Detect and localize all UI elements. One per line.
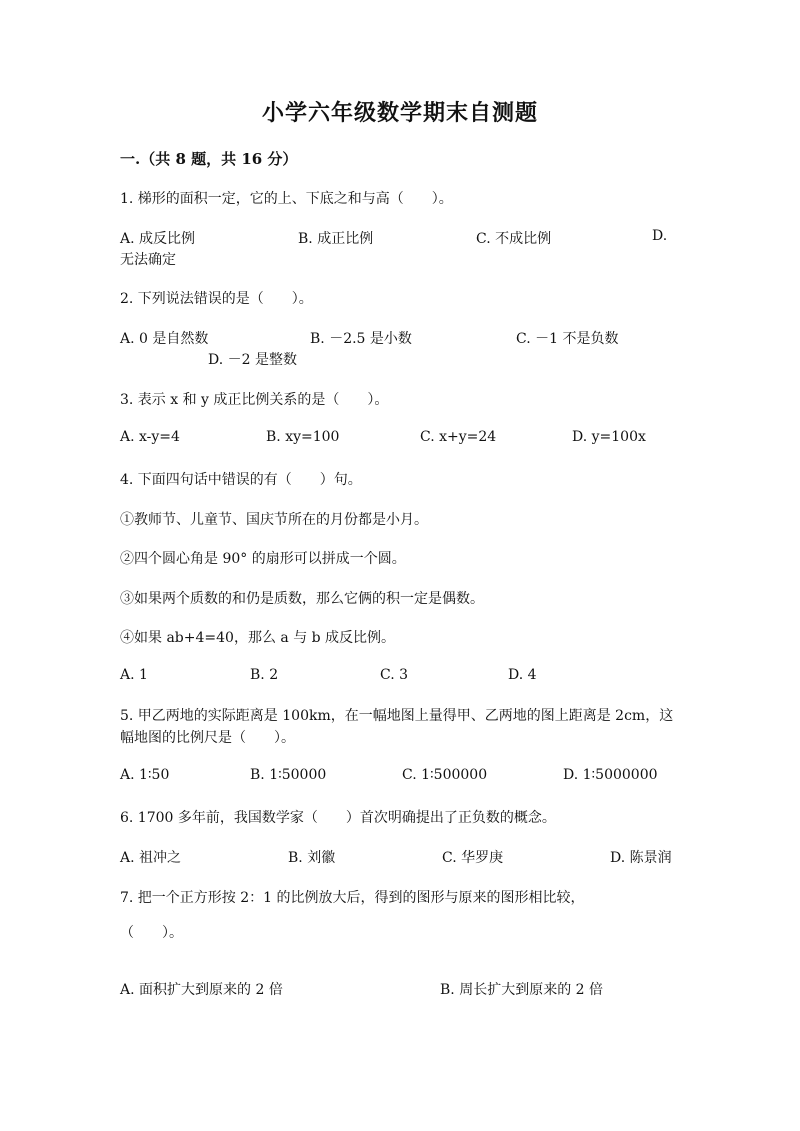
- q3-option-b: B. xy=100: [266, 429, 340, 445]
- q4-option-d: D. 4: [508, 667, 537, 683]
- q2-option-d: D. －2 是整数: [208, 352, 297, 368]
- q4-statement-4: ④如果 ab+4=40，那么 a 与 b 成反比例。: [120, 630, 396, 646]
- q4-statement-1: ①教师节、儿童节、国庆节所在的月份都是小月。: [120, 512, 428, 528]
- question-4-stem: 4. 下面四句话中错误的有（ ）句。: [120, 472, 362, 488]
- q1-option-c: C. 不成比例: [476, 231, 552, 247]
- question-3-stem: 3. 表示 x 和 y 成正比例关系的是（ ）。: [120, 392, 389, 408]
- q7-option-a: A. 面积扩大到原来的 2 倍: [120, 982, 283, 998]
- q3-option-d: D. y=100x: [572, 429, 646, 445]
- q5-option-b: B. 1∶50000: [250, 767, 327, 783]
- q6-option-a: A. 祖冲之: [120, 850, 182, 866]
- q1-option-d-continued: 无法确定: [120, 252, 176, 268]
- q4-option-c: C. 3: [380, 667, 409, 683]
- q2-option-b: B. －2.5 是小数: [310, 331, 412, 347]
- question-1-stem: 1. 梯形的面积一定，它的上、下底之和与高（ ）。: [120, 191, 453, 207]
- q5-option-d: D. 1∶5000000: [563, 767, 658, 783]
- page-title: 小学六年级数学期末自测题: [261, 100, 538, 126]
- q6-option-b: B. 刘徽: [288, 850, 336, 866]
- q2-option-a: A. 0 是自然数: [120, 331, 209, 347]
- q1-option-d: D.: [652, 228, 668, 244]
- question-5-stem: 5. 甲乙两地的实际距离是 100km，在一幅地图上量得甲、乙两地的图上距离是 2cm，这幅地图的比例尺是（ ）。: [120, 708, 674, 746]
- q1-option-a: A. 成反比例: [120, 231, 196, 247]
- q1-option-b: B. 成正比例: [298, 231, 374, 247]
- q3-option-c: C. x+y=24: [420, 429, 497, 445]
- q4-option-a: A. 1: [120, 667, 148, 683]
- q4-statement-3: ③如果两个质数的和仍是质数，那么它俩的积一定是偶数。: [120, 591, 484, 607]
- question-2-stem: 2. 下列说法错误的是（ ）。: [120, 291, 313, 307]
- question-6-stem: 6. 1700 多年前，我国数学家（ ）首次明确提出了正负数的概念。: [120, 810, 556, 826]
- q4-statement-2: ②四个圆心角是 90° 的扇形可以拼成一个圆。: [120, 551, 406, 567]
- q2-option-c: C. －1 不是负数: [516, 331, 619, 347]
- q7-option-b: B. 周长扩大到原来的 2 倍: [440, 982, 603, 998]
- q3-option-a: A. x-y=4: [120, 429, 180, 445]
- section-heading: 一.（共 8 题，共 16 分）: [120, 150, 298, 168]
- q6-option-c: C. 华罗庚: [442, 850, 504, 866]
- q6-option-d: D. 陈景润: [610, 850, 672, 866]
- question-7-stem: 7. 把一个正方形按 2：1 的比例放大后，得到的图形与原来的图形相比较，: [120, 890, 585, 906]
- question-7-stem-continued: （ ）。: [120, 925, 183, 941]
- q4-option-b: B. 2: [250, 667, 279, 683]
- q5-option-c: C. 1∶500000: [402, 767, 488, 783]
- q5-option-a: A. 1∶50: [120, 767, 170, 783]
